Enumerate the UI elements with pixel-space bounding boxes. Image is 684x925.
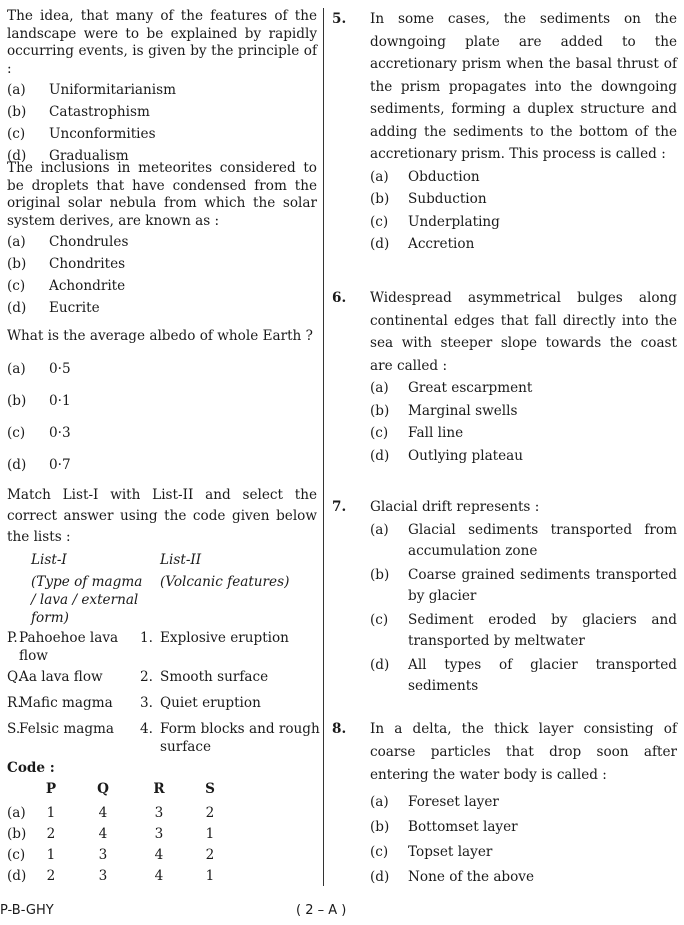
question-2 — [7, 160, 317, 317]
page-number: ( 2 – A ) — [296, 903, 347, 918]
question-1-option-b: (b) Catastrophism — [7, 104, 150, 120]
question-8-option-b: (b) Bottomset layer — [370, 819, 518, 835]
question-2-stem: The inclusions in meteorites considered to be droplets that have condensed from the original solar nebula from which the solar system derives, are known as : — [7, 160, 317, 229]
code-row-c: (c) 1 3 4 2 — [7, 847, 215, 863]
column-divider — [323, 8, 324, 886]
question-8-option-c: (c) Topset layer — [370, 844, 493, 860]
question-1-stem: The idea, that many of the features of the landscape were to be explained by rapidly occurring events, is given by the principle of : — [7, 8, 317, 77]
question-2-option-a: (a) Chondrules — [7, 234, 129, 250]
question-7-option-d: (d) All types of glacier transported sediments — [370, 656, 677, 694]
code-title: Code : — [7, 760, 55, 776]
booklet-code: P-B-GHY — [0, 903, 54, 918]
question-5-option-a: (a) Obduction — [370, 168, 480, 185]
question-5-number: 5. — [332, 11, 347, 27]
list-2-title: List-II — [160, 552, 202, 568]
question-3-option-b: (b) 0·1 — [7, 392, 71, 409]
question-3 — [7, 328, 317, 474]
question-7-number: 7. — [332, 499, 347, 515]
question-8 — [332, 718, 677, 890]
exam-page: The idea, that many of the features of the landscape were to be explained by rapidly occurring events, is given by the principle of : (a) Uniformitarianism (b) Catastrophism (c) Unconformities (d) Gradualism The inclusions in meteorites considered to be droplets that have condensed from the original solar nebula from which the solar system derives, are known as : (a) Chondrules (b) Chondrites (c) Achondrite (d) Eucrite What is the average albedo of whole Earth ? (a) 0·5 (b) 0·1 (c) 0·3 (d) 0·7 Match List-I with List-II and select the correct answer using the code given below the lists : List-I List-II (Type of magma / lava / external form) (Volcanic features) P. Pahoehoe lava flow 1. Explosive eruption Q. Aa lava flow 2. Smooth surface R. Mafic magma 3. Quiet eruption S. Felsic magma 4. Form blocks and rough surface Code : P Q R S (a) 1 4 3 2 (b) 2 4 3 1 (c) 1 3 4 2 (d) 2 3 4 1 5. In some cases, the sediments on the downgoing plate are added to the accretionary prism when the basal thrust of the prism propagates into the downgoing sediments, forming a duplex structure and adding the sediments to the bottom of the accretionary prism. This process is called : (a) Obduction (b) Subduction (c) Underplating (d) Accretion 6. Widespread asymmetrical bulges along continental edges that fall directly into the sea with steeper slope towards the coast are called : (a) Great escarpment (b) Marginal swells (c) Fall line (d) Outlying plateau 7. Glacial drift represents : (a) Glacial sediments transported from accumulation zone (b) Coarse grained sediments transported by glacier (c) Sediment eroded by glaciers and transported by meltwater (d) All types of glacier transported sediments 8. In a delta, the thick layer consisting of coarse particles that drop soon after entering the water body is called : (a) Foreset layer (b) Bottomset layer (c) Topset layer (d) None of the above P-B-GHY ( 2 – A ) — [0, 8, 677, 918]
question-2-option-b: (b) Chondrites — [7, 256, 126, 272]
question-2-option-c: (c) Achondrite — [7, 278, 126, 294]
question-5-option-c: (c) Underplating — [370, 213, 500, 230]
question-7-stem: Glacial drift represents : — [370, 499, 540, 515]
code-row-a: (a) 1 4 3 2 — [7, 805, 215, 821]
list-2-subtitle: (Volcanic features) — [160, 574, 290, 590]
question-4 — [7, 485, 317, 548]
question-7-option-b: (b) Coarse grained sediments transported by glacier — [370, 566, 677, 604]
question-1-option-a: (a) Uniformitarianism — [7, 82, 176, 98]
list-1-subtitle: (Type of magma / lava / external form) — [31, 574, 143, 626]
question-6-stem: Widespread asymmetrical bulges along continental edges that fall directly into the sea with steeper slope towards the coast are called : — [370, 290, 677, 374]
question-6-option-d: (d) Outlying plateau — [370, 447, 524, 464]
question-5-stem: In some cases, the sediments on the downgoing plate are added to the accretionary prism when the basal thrust of the prism propagates into the downgoing sediments, forming a duplex structure and adding the sediments to the bottom of the accretionary prism. This process is called : — [370, 11, 677, 162]
question-7-option-a: (a) Glacial sediments transported from accumulation zone — [370, 521, 677, 559]
question-1 — [7, 8, 317, 165]
question-5 — [332, 8, 677, 256]
question-6-option-b: (b) Marginal swells — [370, 402, 518, 419]
question-1-option-d: (d) Gradualism — [7, 148, 129, 164]
question-3-option-c: (c) 0·3 — [7, 424, 71, 441]
question-4-stem: Match List-I with List-II and select the correct answer using the code given below the lists : — [7, 487, 317, 545]
question-5-option-b: (b) Subduction — [370, 191, 487, 207]
question-7 — [332, 496, 677, 697]
code-row-d: (d) 2 3 4 1 — [7, 868, 215, 884]
question-8-number: 8. — [332, 721, 347, 737]
question-2-option-d: (d) Eucrite — [7, 300, 100, 316]
question-3-option-d: (d) 0·7 — [7, 456, 71, 473]
code-row-b: (b) 2 4 3 1 — [7, 826, 215, 842]
question-6-number: 6. — [332, 290, 347, 306]
question-7-option-c: (c) Sediment eroded by glaciers and transported by meltwater — [370, 611, 677, 649]
list-1-title: List-I — [31, 552, 67, 568]
question-8-stem: In a delta, the thick layer consisting of coarse particles that drop soon after entering the water body is called : — [370, 721, 677, 783]
code-header-row: P Q R S — [45, 781, 215, 797]
question-3-stem: What is the average albedo of whole Earth ? — [7, 328, 313, 344]
question-6-option-a: (a) Great escarpment — [370, 380, 533, 396]
question-1-option-c: (c) Unconformities — [7, 126, 156, 142]
question-6-option-c: (c) Fall line — [370, 425, 464, 441]
question-8-option-d: (d) None of the above — [370, 869, 535, 885]
question-6 — [332, 287, 677, 467]
question-3-option-a: (a) 0·5 — [7, 360, 71, 377]
question-5-option-d: (d) Accretion — [370, 236, 475, 252]
question-8-option-a: (a) Foreset layer — [370, 794, 499, 810]
